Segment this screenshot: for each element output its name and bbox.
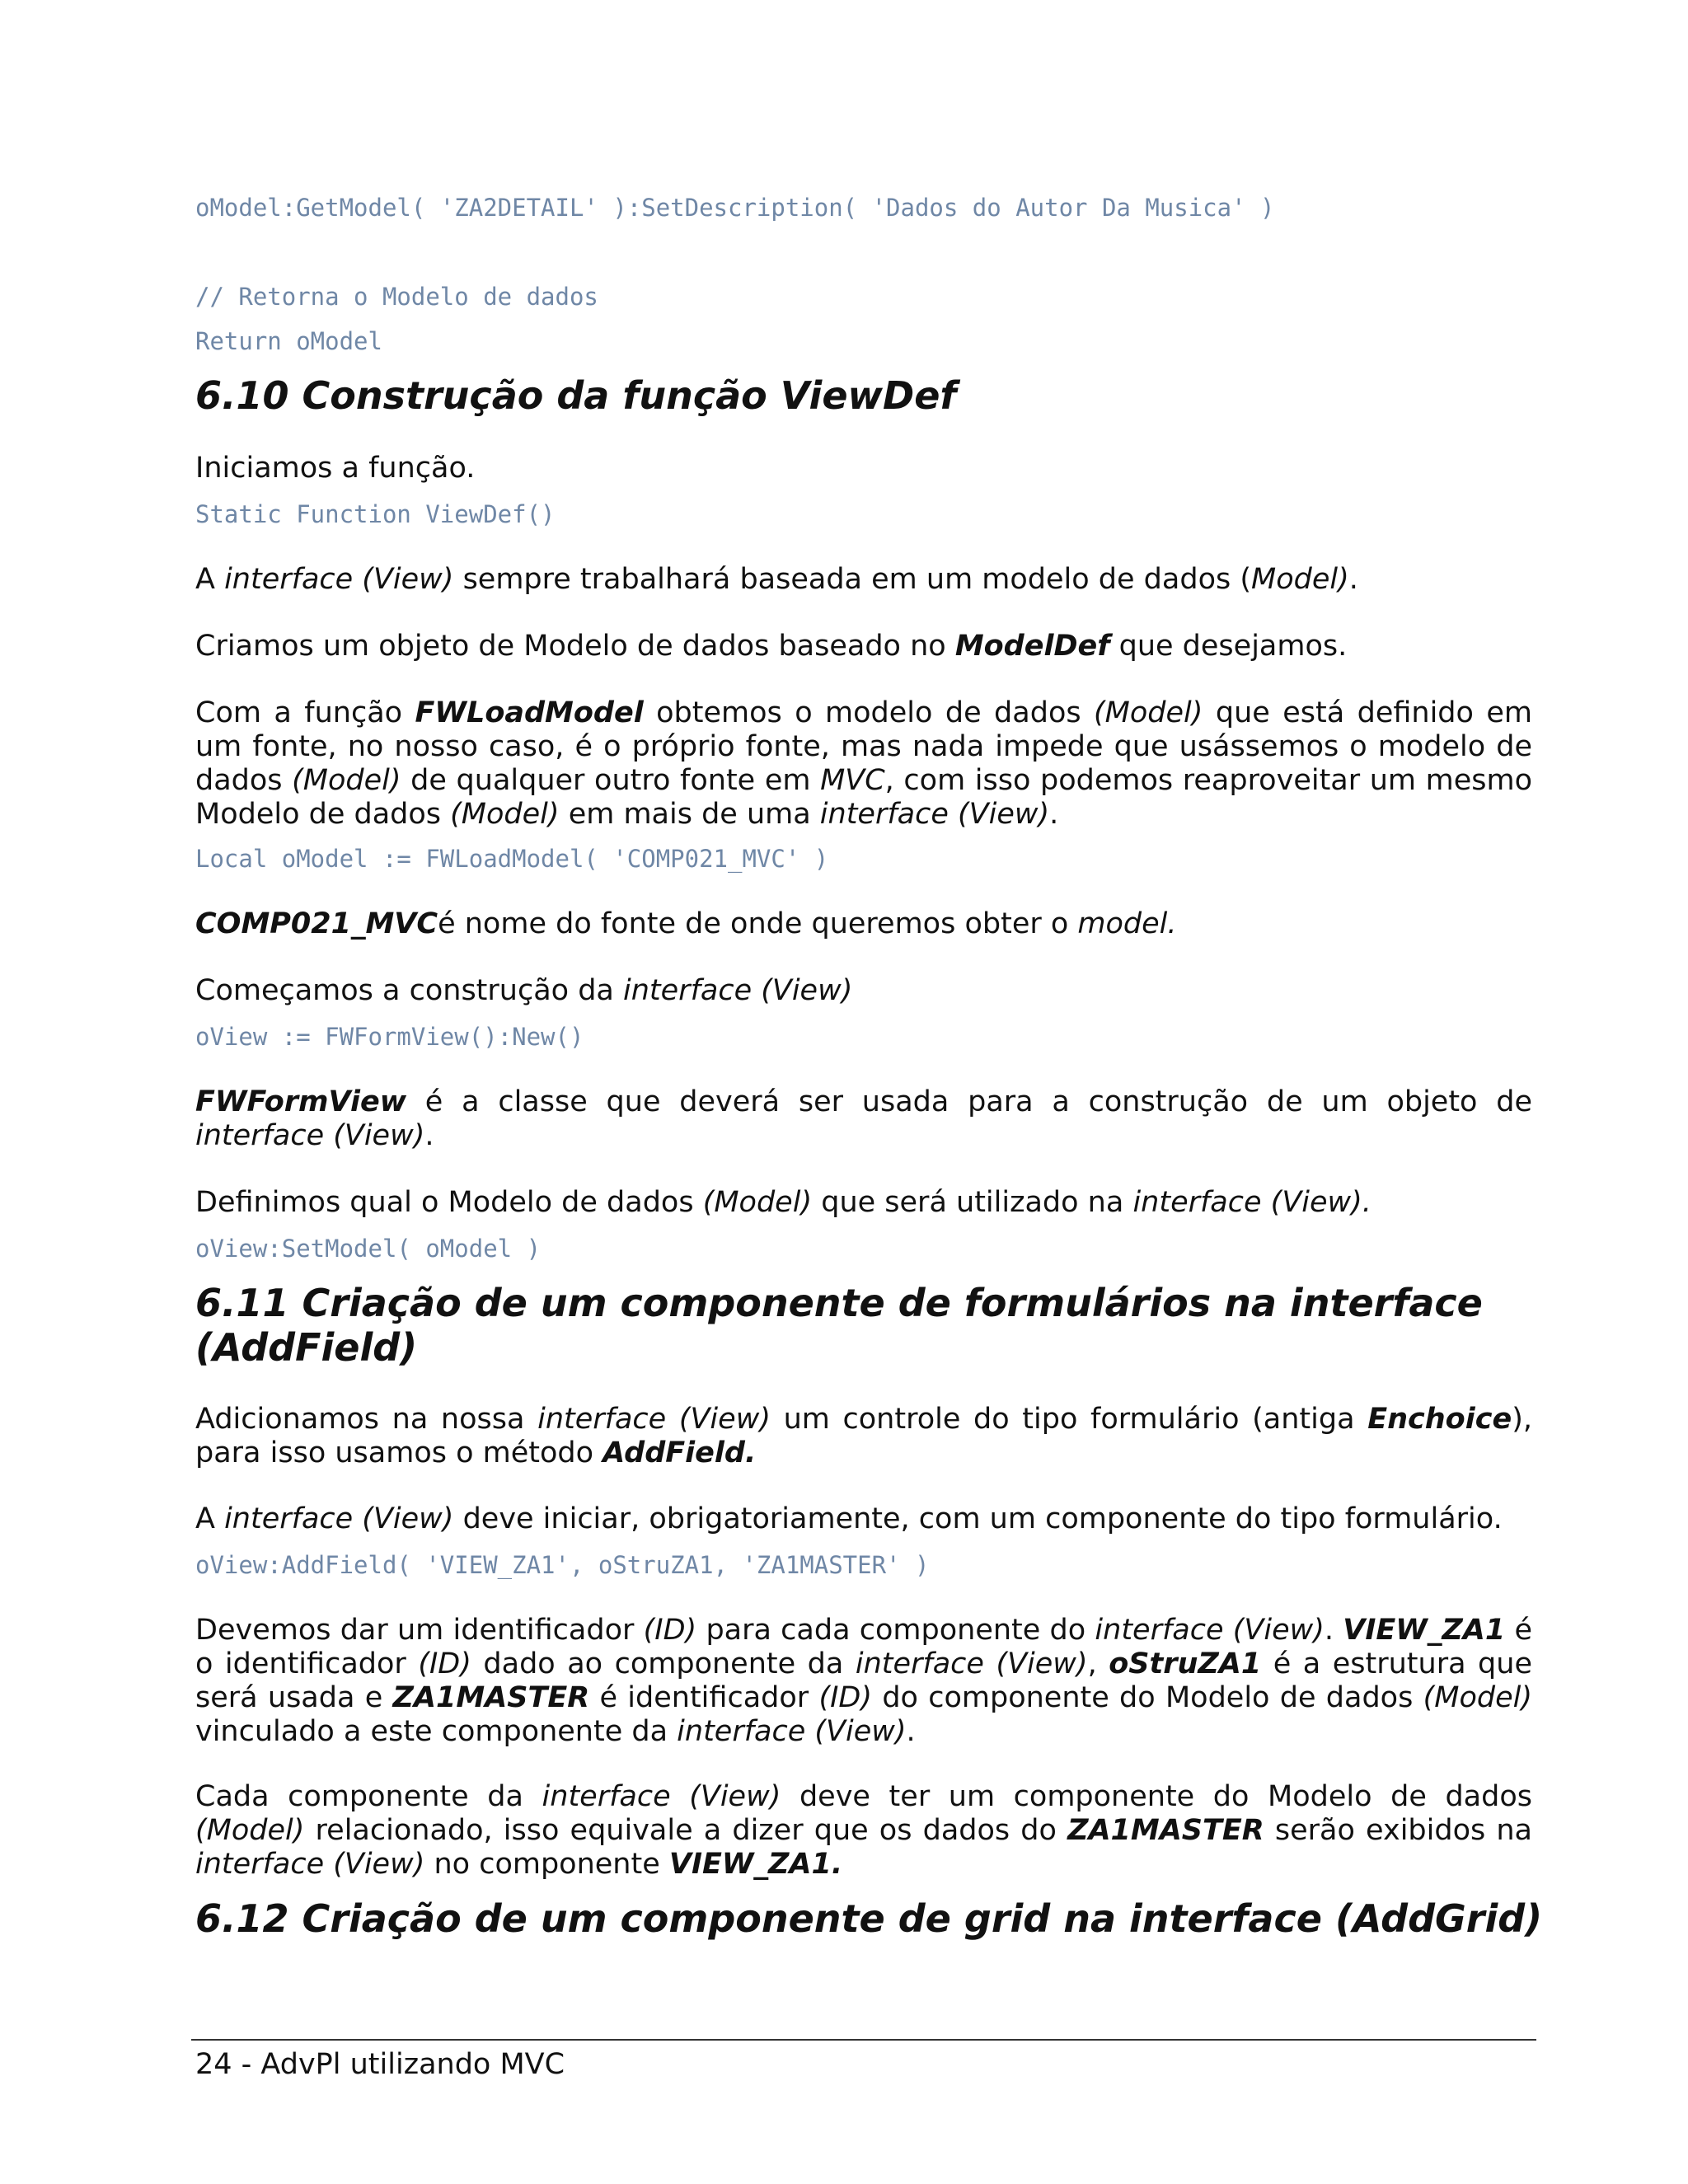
paragraph-deve-iniciar: A interface (View) deve iniciar, obrigatoriamente, com um componente do tipo formulário.	[195, 1502, 1503, 1535]
paragraph-definimos: Definimos qual o Modelo de dados (Model) que será utilizado na interface (View).	[195, 1186, 1372, 1219]
paragraph-cada-componente: Cada componente da interface (View) deve ter um componente do Modelo de dados (Model) relacionado, isso equivale a dizer que os dados do ZA1MASTER serão exibidos na interface (View) no componente VIEW_ZA1.	[195, 1780, 1532, 1881]
paragraph-comp021: COMP021_MVCé nome do fonte de onde queremos obter o model.	[195, 907, 1177, 940]
code-viewdef-signature: Static Function ViewDef()	[195, 500, 556, 528]
heading-6-11: 6.11 Criação de um componente de formulários na interface (AddField)	[195, 1281, 1483, 1370]
footer-page-label: 24 - AdvPl utilizando MVC	[195, 2048, 565, 2081]
paragraph-fwloadmodel: Com a função FWLoadModel obtemos o modelo de dados (Model) que está definido em um fonte, no nosso caso, é o próprio fonte, mas nada impede que usássemos o modelo de dados (Model) de qualquer outro fonte em MVC, com isso podemos reaproveitar um mesmo Modelo de dados (Model) em mais de uma interface (View).	[195, 696, 1533, 831]
paragraph-comecamos: Começamos a construção da interface (View)	[195, 974, 853, 1007]
paragraph-criamos: Criamos um objeto de Modelo de dados baseado no ModelDef que desejamos.	[195, 630, 1348, 663]
heading-6-12: 6.12 Criação de um componente de grid na interface (AddGrid)	[195, 1896, 1543, 1941]
code-setdescription: oModel:GetModel( 'ZA2DETAIL' ):SetDescription( 'Dados do Autor Da Musica' )	[195, 194, 1275, 222]
heading-6-10: 6.10 Construção da função ViewDef	[195, 373, 957, 418]
code-setmodel: oView:SetModel( oModel )	[195, 1235, 542, 1263]
code-formview-new: oView := FWFormView():New()	[195, 1023, 584, 1051]
code-loadmodel: Local oModel := FWLoadModel( 'COMP021_MVC' )	[195, 845, 829, 873]
code-addfield: oView:AddField( 'VIEW_ZA1', oStruZA1, 'ZA1MASTER' )	[195, 1551, 930, 1579]
paragraph-fwformview: FWFormView é a classe que deverá ser usada para a construção de um objeto de interface (View).	[195, 1085, 1532, 1152]
paragraph-interface-view: A interface (View) sempre trabalhará baseada em um modelo de dados (Model).	[195, 563, 1358, 596]
paragraph-identificador: Devemos dar um identificador (ID) para cada componente do interface (View). VIEW_ZA1 é o identificador (ID) dado ao componente da interface (View), oStruZA1 é a estrutura que será usada e ZA1MASTER é identificador (ID) do componente do Modelo de dados (Model) vinculado a este componente da interface (View).	[195, 1614, 1533, 1748]
footer-divider	[191, 2039, 1536, 2041]
code-return-model: Return oModel	[195, 327, 382, 355]
code-comment-return: // Retorna o Modelo de dados	[195, 283, 598, 311]
paragraph-adicionamos: Adicionamos na nossa interface (View) um controle do tipo formulário (antiga Enchoice), para isso usamos o método AddField.	[195, 1403, 1532, 1469]
paragraph-iniciamos: Iniciamos a função.	[195, 452, 476, 485]
